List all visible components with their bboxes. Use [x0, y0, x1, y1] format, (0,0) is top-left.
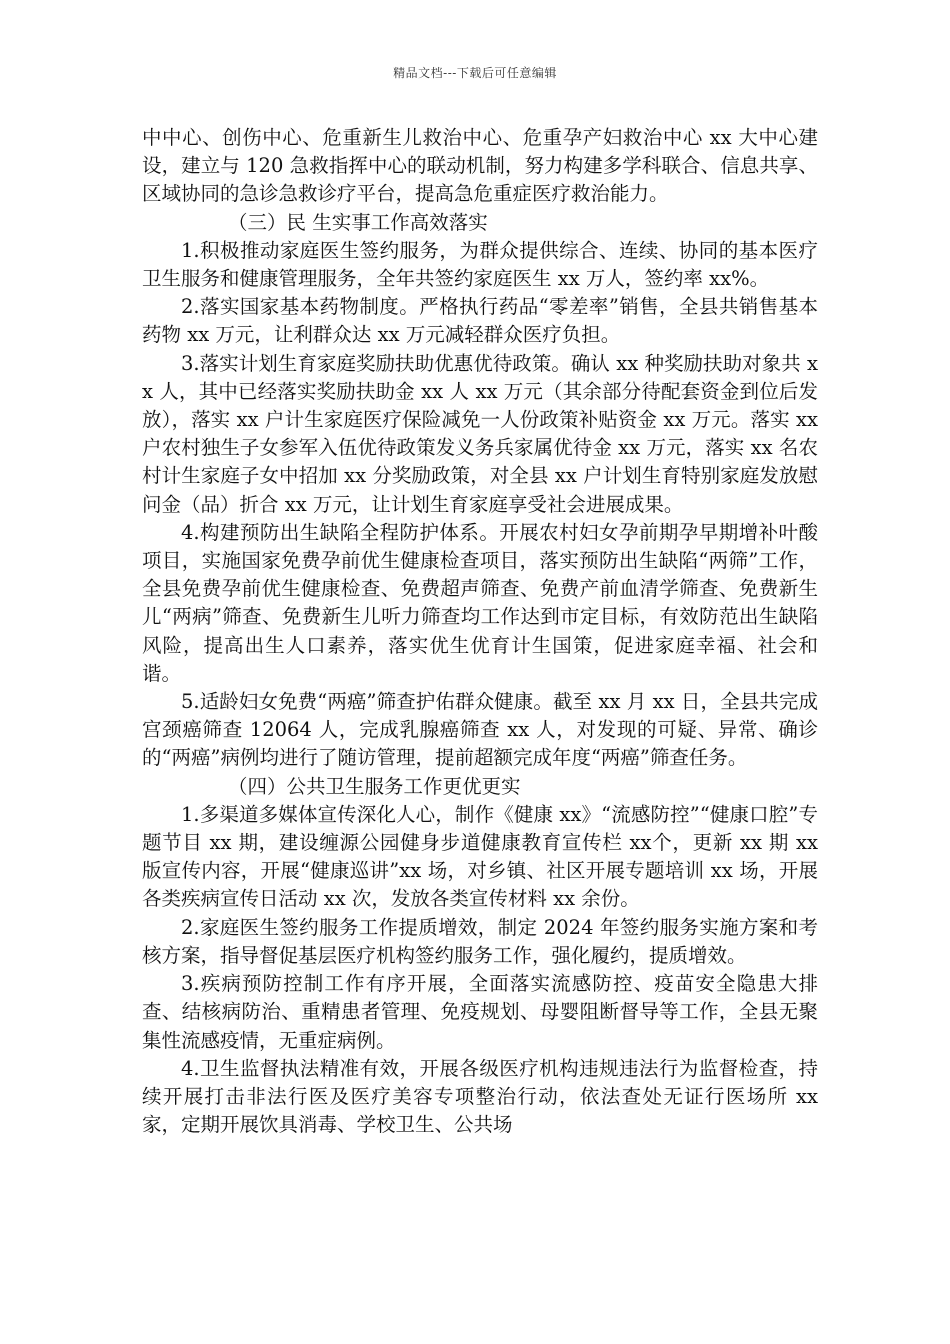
section-4-heading: （四）公共卫生服务工作更优更实	[228, 774, 521, 798]
section-3-item-1: 1.积极推动家庭医生签约服务，为群众提供综合、连续、协同的基本医疗卫生服务和健康管理服务，全年共签约家庭医生 xx 万人，签约率 xx%。	[142, 238, 818, 291]
section-3-heading: （三）民 生实事工作高效落实	[228, 210, 488, 234]
section-4-item-4: 4.卫生监督执法精准有效，开展各级医疗机构违规违法行为监督检查，持续开展打击非法行医及医疗美容专项整治行动，依法查处无证行医场所 xx 家，定期开展饮具消毒、学校卫生、公共场	[142, 1056, 818, 1137]
section-3-item-4: 4.构建预防出生缺陷全程防护体系。开展农村妇女孕前期孕早期增补叶酸项目，实施国家免费孕前优生健康检查项目，落实预防出生缺陷“两筛”工作，全县免费孕前优生健康检查、免费超声筛查、免费产前血清学筛查、免费新生儿“两病”筛查、免费新生儿听力筛查均工作达到市定目标，有效防范出生缺陷风险，提高出生人口素养，落实优生优育计生国策，促进家庭幸福、社会和谐。	[142, 520, 818, 685]
section-4-item-2: 2.家庭医生签约服务工作提质增效，制定 2024 年签约服务实施方案和考核方案，指导督促基层医疗机构签约服务工作，强化履约，提质增效。	[142, 915, 818, 967]
section-3-item-3: 3.落实计划生育家庭奖励扶助优惠优待政策。确认 xx 种奖励扶助对象共 xx 人，其中已经落实奖励扶助金 xx 人 xx 万元（其余部分待配套资金到位后发放），落实 xx 户计生家庭医疗保险减免一人份政策补贴资金 xx 万元。落实 xx 户农村独生子女参军入伍优待政策发义务兵家属优待金 xx 万元，落实 xx 名农村计生家庭子女中招加 xx 分奖励政策，对全县 xx 户计划生育特别家庭发放慰问金（品）折合 xx 万元，让计划生育家庭享受社会进展成果。	[142, 351, 818, 516]
document-body	[142, 124, 818, 1139]
section-4-item-1: 1.多渠道多媒体宣传深化人心，制作《健康 xx》“流感防控”“健康口腔”专题节目 xx 期，建设缠源公园健身步道健康教育宣传栏 xx个，更新 xx 期 xx 版宣传内容，开展“健康巡讲”xx 场，对乡镇、社区开展专题培训 xx 场，开展各类疾病宣传日活动 xx 次，发放各类宣传材料 xx 余份。	[142, 802, 818, 911]
section-3-item-5: 5.适龄妇女免费“两癌”筛查护佑群众健康。截至 xx 月 xx 日，全县共完成宫颈癌筛查 12064 人，完成乳腺癌筛查 xx 人，对发现的可疑、异常、确诊的“两癌”病例均进行了随访管理，提前超额完成年度“两癌”筛查任务。	[142, 690, 818, 770]
section-3-item-2: 2.落实国家基本药物制度。严格执行药品“零差率”销售，全县共销售基本药物 xx 万元，让利群众达 xx 万元减轻群众医疗负担。	[142, 295, 818, 347]
intro-paragraph: 中中心、创伤中心、危重新生儿救治中心、危重孕产妇救治中心 xx 大中心建设，建立与 120 急救指挥中心的联动机制，努力构建多学科联合、信息共享、区域协同的急诊急救诊疗平台，提高急危重症医疗救治能力。	[142, 126, 818, 206]
page-header: 精品文档---下载后可任意编辑	[393, 66, 557, 80]
section-4-item-3: 3.疾病预防控制工作有序开展，全面落实流感防控、疫苗安全隐患大排查、结核病防治、重精患者管理、免疫规划、母婴阻断督导等工作，全县无聚集性流感疫情，无重症病例。	[142, 972, 818, 1052]
